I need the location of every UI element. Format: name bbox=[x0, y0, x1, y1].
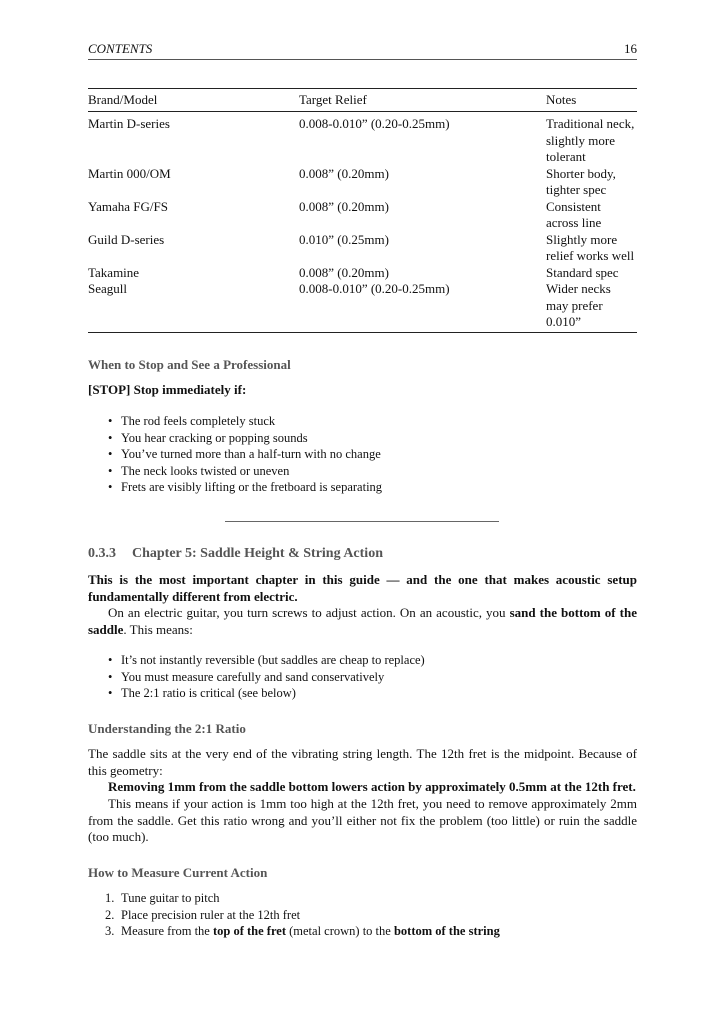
notes-line: may prefer bbox=[546, 297, 603, 313]
notes-cell bbox=[546, 116, 646, 166]
relief-cell: 0.010” (0.25mm) bbox=[299, 231, 389, 247]
ratio-paragraph: The saddle sits at the very end of the vibrating string length. The 12th fret is the midpoint. Because of this geometry: bbox=[88, 746, 637, 778]
notes-cell bbox=[546, 199, 646, 232]
notes-line: Wider necks bbox=[546, 281, 611, 296]
step-number: 1. bbox=[105, 891, 115, 905]
header-rule bbox=[88, 59, 637, 60]
text-run: . This means: bbox=[123, 621, 193, 637]
brand-cell: Martin D-series bbox=[88, 116, 170, 131]
relief-cell: 0.008” (0.20mm) bbox=[299, 198, 389, 214]
notes-cell bbox=[546, 265, 646, 282]
list-item: • The rod feels completely stuck bbox=[88, 413, 382, 430]
relief-cell: 0.008-0.010” (0.20-0.25mm) bbox=[299, 281, 450, 296]
notes-line: Standard spec bbox=[546, 264, 619, 280]
chapter-title: Chapter 5: Saddle Height & String Action bbox=[132, 546, 383, 561]
relief-cell: 0.008-0.010” (0.20-0.25mm) bbox=[299, 116, 450, 131]
table-row bbox=[88, 232, 637, 265]
step-text: Measure from the bbox=[121, 924, 213, 938]
brand-cell: Takamine bbox=[88, 264, 140, 280]
notes-line: across line bbox=[546, 215, 602, 230]
ratio-rule: Removing 1mm from the saddle bottom lowers action by approximately 0.5mm at the 12th fret. bbox=[108, 779, 636, 794]
notes-cell bbox=[546, 232, 646, 265]
brand-cell: Seagull bbox=[88, 281, 127, 296]
table-row bbox=[88, 265, 637, 282]
table-row bbox=[88, 116, 637, 166]
table-row bbox=[88, 281, 637, 331]
list-item: • The 2:1 ratio is critical (see below) bbox=[88, 685, 425, 702]
list-item: • The neck looks twisted or uneven bbox=[88, 463, 382, 480]
brand-cell: Martin 000/OM bbox=[88, 165, 171, 181]
table-row bbox=[88, 199, 637, 232]
notes-line: Consistent bbox=[546, 198, 601, 214]
notes-line: relief works well bbox=[546, 248, 635, 263]
professional-heading: When to Stop and See a Professional bbox=[88, 357, 291, 372]
measure-steps bbox=[88, 890, 500, 940]
notes-line: Slightly more bbox=[546, 231, 618, 247]
list-item: • Frets are visibly lifting or the fretboard is separating bbox=[88, 479, 382, 496]
notes-line: 0.010” bbox=[546, 314, 582, 329]
step-item bbox=[88, 907, 500, 924]
step-number: 3. bbox=[105, 924, 115, 938]
table-body bbox=[88, 116, 637, 331]
table-bottom-rule bbox=[88, 332, 637, 333]
step-number: 2. bbox=[105, 907, 115, 922]
running-title: CONTENTS bbox=[88, 41, 153, 56]
step-item bbox=[88, 890, 500, 907]
notes-line: slightly more bbox=[546, 132, 615, 148]
stop-label: [STOP] Stop immediately if: bbox=[88, 382, 247, 397]
list-item: • You hear cracking or popping sounds bbox=[88, 430, 382, 447]
running-header bbox=[88, 41, 637, 57]
list-item: • You’ve turned more than a half-turn with no change bbox=[88, 446, 382, 463]
stop-list bbox=[88, 413, 382, 496]
step-item bbox=[88, 923, 500, 940]
notes-line: Traditional neck, bbox=[546, 116, 635, 131]
table-row bbox=[88, 166, 637, 199]
chapter-heading bbox=[88, 546, 383, 562]
emphasis: top of the fret bbox=[212, 924, 286, 938]
step-text: (metal crown) to the bbox=[286, 924, 394, 938]
list-item: • You must measure carefully and sand conservatively bbox=[88, 669, 425, 686]
col-header-brand: Brand/Model bbox=[88, 92, 158, 107]
emphasis: bottom of the string bbox=[393, 924, 500, 938]
col-header-notes: Notes bbox=[546, 92, 577, 107]
emphasis: sand the bottom of the saddle bbox=[88, 605, 637, 637]
brand-cell: Guild D-series bbox=[88, 231, 165, 247]
notes-cell bbox=[546, 166, 646, 199]
notes-line: tighter spec bbox=[546, 182, 607, 197]
notes-line: tolerant bbox=[546, 149, 586, 164]
list-item: • It’s not instantly reversible (but saddles are cheap to replace) bbox=[88, 652, 425, 669]
col-header-relief: Target Relief bbox=[299, 92, 367, 107]
page-number: 16 bbox=[624, 41, 637, 56]
section-number: 0.3.3 bbox=[88, 546, 116, 561]
brand-cell: Yamaha FG/FS bbox=[88, 198, 168, 214]
table-top-rule bbox=[88, 88, 637, 89]
step-text: Place precision ruler at the 12th fret bbox=[121, 907, 301, 922]
ratio-explanation: This means if your action is 1mm too high at the 12th fret, you need to remove approximately 2mm from the saddle. Get this ratio wrong and you’ll either not fix the problem (too little) or ruin the saddle (too much). bbox=[88, 796, 637, 844]
notes-cell bbox=[546, 281, 646, 331]
relief-cell: 0.008” (0.20mm) bbox=[299, 165, 389, 181]
relief-cell: 0.008” (0.20mm) bbox=[299, 264, 389, 280]
step-text: Tune guitar to pitch bbox=[121, 891, 220, 905]
electric-vs-acoustic-paragraph bbox=[88, 605, 637, 638]
means-list bbox=[88, 652, 425, 702]
measure-heading: How to Measure Current Action bbox=[88, 865, 268, 880]
table-header bbox=[88, 92, 637, 108]
ratio-heading: Understanding the 2:1 Ratio bbox=[88, 721, 246, 736]
text-run: On an electric guitar, you turn screws to adjust action. On an acoustic, you bbox=[108, 605, 510, 620]
section-divider bbox=[225, 521, 499, 522]
notes-line: Shorter body, bbox=[546, 165, 616, 181]
chapter-intro: This is the most important chapter in this guide — and the one that makes acoustic setup fundamentally different from electric. bbox=[88, 572, 637, 604]
table-header-rule bbox=[88, 111, 637, 112]
